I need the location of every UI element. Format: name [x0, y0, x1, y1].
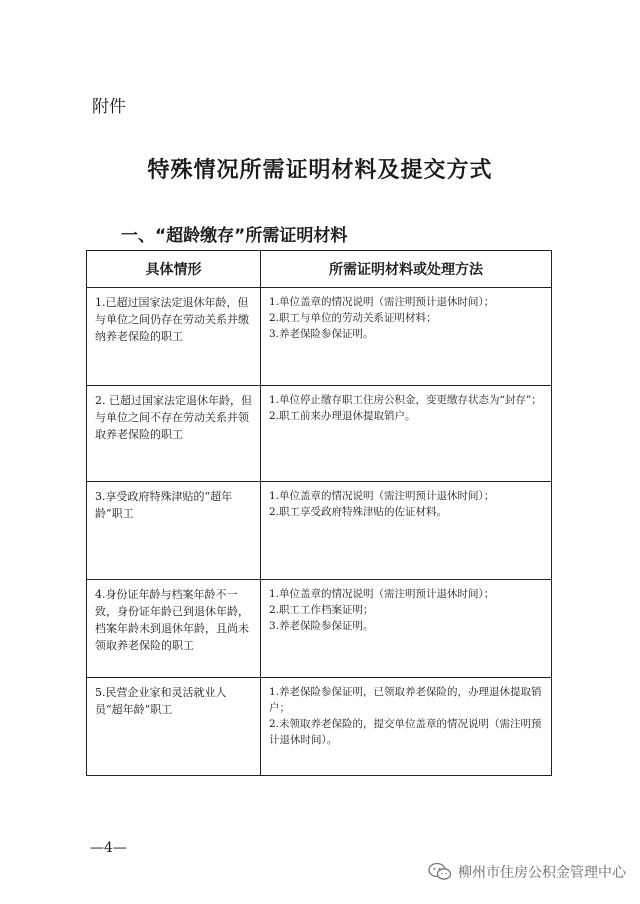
- table-row: [87, 580, 552, 678]
- page-number: —4—: [90, 840, 127, 856]
- table-header-row: [87, 251, 552, 288]
- method-cell: [261, 678, 552, 776]
- method-item: 3.养老保险参保证明。: [269, 620, 374, 632]
- method-cell: [261, 580, 552, 678]
- method-cell: [261, 386, 552, 482]
- table-row: [87, 288, 552, 386]
- method-item: 1.单位盖章的情况说明（需注明预计退休时间）；: [269, 296, 495, 308]
- section-heading: 一、“超龄缴存”所需证明材料: [121, 226, 348, 246]
- situation-cell: 1.已超过国家法定退休年龄，但与单位之间仍存在劳动关系并缴纳养老保险的职工: [87, 288, 261, 386]
- method-item: 2.职工工作档案证明；: [269, 604, 374, 616]
- document-title: 特殊情况所需证明材料及提交方式: [147, 158, 493, 183]
- situation-cell: 4.身份证年龄与档案年龄不一致，身份证年龄已到退休年龄，档案年龄未到退休年龄，且尚未领取养老保险的职工: [87, 580, 261, 678]
- method-item: 2.职工享受政府特殊津贴的佐证材料。: [269, 506, 448, 518]
- materials-table: [86, 250, 552, 776]
- column-header-method: 所需证明材料或处理方法: [261, 251, 552, 288]
- watermark: [428, 862, 626, 882]
- table-row: [87, 482, 552, 580]
- method-item: 1.单位盖章的情况说明（需注明预计退休时间）；: [269, 588, 495, 600]
- method-item: 1.单位停止缴存职工住房公积金，变更缴存状态为“封存”；: [269, 394, 542, 406]
- method-item: 2.职工前来办理退休提取销户。: [269, 410, 416, 422]
- method-item: 2.未领取养老保险的，提交单位盖章的情况说明（需注明预计退休时间）。: [269, 718, 542, 746]
- situation-cell: 2. 已超过国家法定退休年龄，但与单位之间不存在劳动关系并领取养老保险的职工: [87, 386, 261, 482]
- method-item: 3.养老保险参保证明。: [269, 328, 374, 340]
- method-item: 2.职工与单位的劳动关系证明材料；: [269, 312, 437, 324]
- situation-cell: 5.民营企业家和灵活就业人员“超年龄”职工: [87, 678, 261, 776]
- watermark-text: 柳州市住房公积金管理中心: [458, 865, 626, 881]
- column-header-situation: 具体情形: [87, 251, 261, 288]
- method-item: 1.单位盖章的情况说明（需注明预计退休时间）；: [269, 490, 495, 502]
- table-row: [87, 678, 552, 776]
- attachment-label: 附件: [92, 97, 126, 117]
- method-cell: [261, 288, 552, 386]
- situation-cell: 3.享受政府特殊津贴的“超年龄”职工: [87, 482, 261, 580]
- wechat-icon: [428, 862, 452, 882]
- table-row: [87, 386, 552, 482]
- method-cell: [261, 482, 552, 580]
- method-item: 1.养老保险参保证明，已领取养老保险的，办理退休提取销户；: [269, 686, 542, 714]
